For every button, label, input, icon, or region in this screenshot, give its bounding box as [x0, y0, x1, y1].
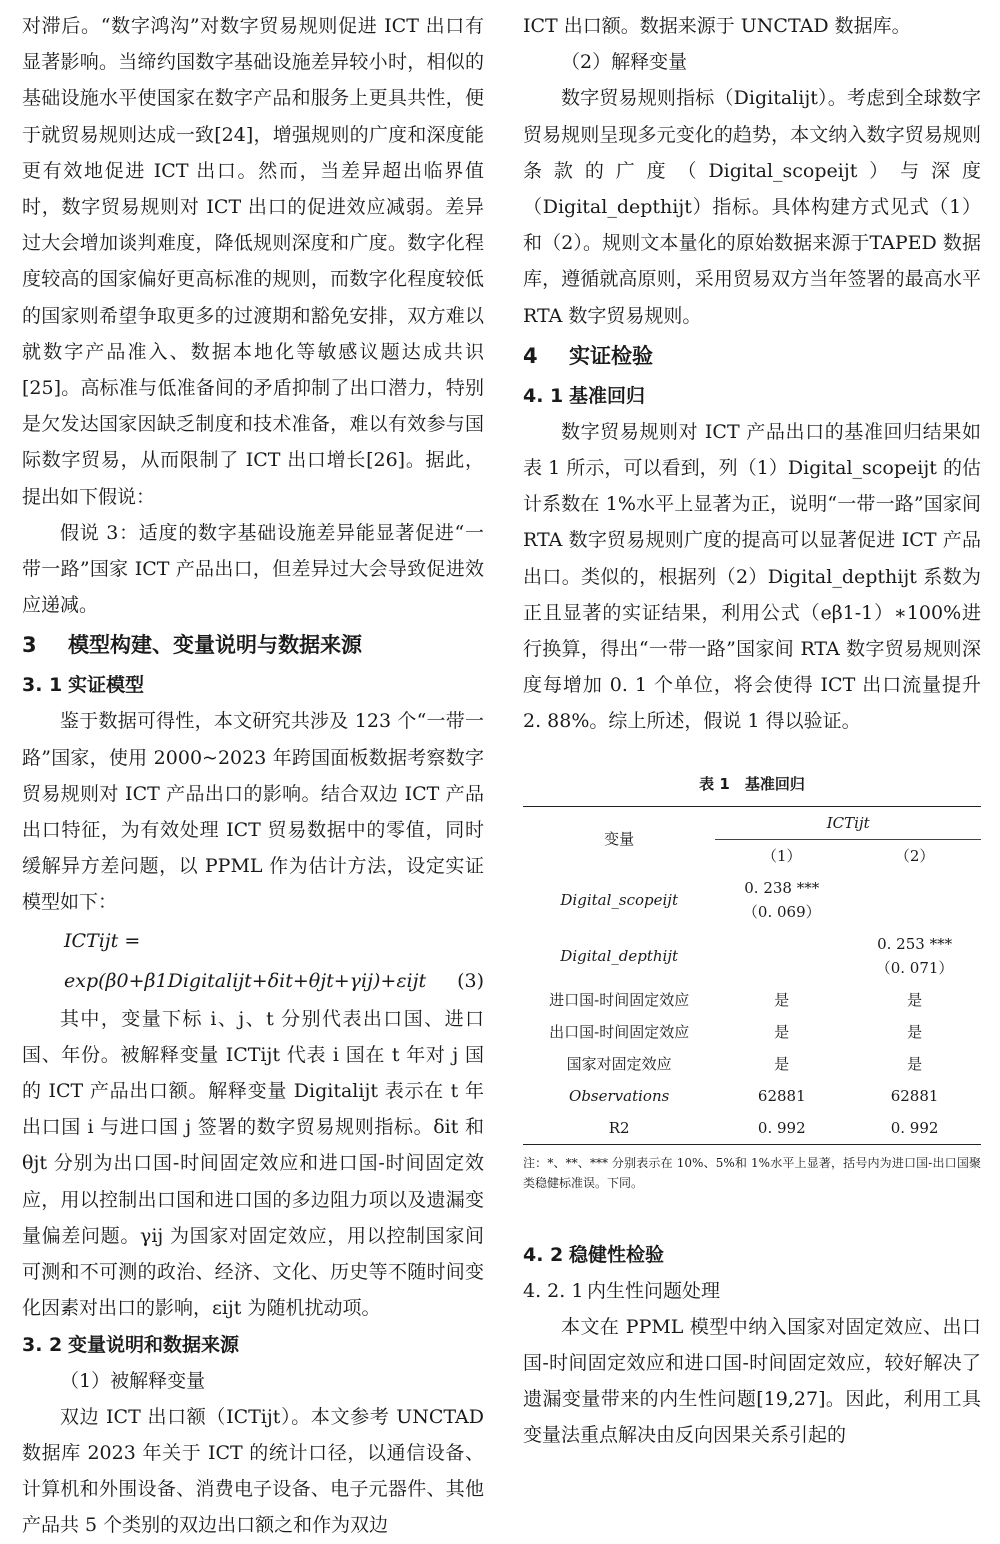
paragraph: 其中，变量下标 i、j、t 分别代表出口国、进口国、年份。被解释变量 ICTijt 代表 i 国在 t 年对 j 国的 ICT 产品出口额。解释变量 Digitalijt 表示在 t 年出口国 i 与进口国 j 签署的数字贸易规则指标。δit 和 θjt 分别为出口国-时间固定效应和进口国-时间固定效应，用以控制出口国和进口国的多边阻力项以及遗漏变量偏差问题。γij 为国家对固定效应，用以控制国家间可测和不可测的政治、经济、文化、历史等不随时间变化因素对出口的影响，εijt 为随机扰动项。 — [22, 1007, 484, 1320]
table-row — [523, 1112, 981, 1145]
hypothesis-3: 假说 3：适度的数字基础设施差异能显著促进“一带一路”国家 ICT 产品出口，但差异过大会导致促进效应递减。 — [22, 521, 484, 617]
table-row — [523, 872, 981, 928]
section-title: 内生性问题处理 — [587, 1279, 721, 1302]
paragraph: 对滞后。“数字鸿沟”对数字贸易规则促进 ICT 出口有显著影响。当缔约国数字基础设施差异较小时，相似的基础设施水平使国家在数字产品和服务上更具共性，便于就贸易规则达成一致[24]，增强规则的广度和深度能更有效地促进 ICT 出口。然而，当差异超出临界值时，数字贸易规则对 ICT 出口的促进效应减弱。差异过大会增加谈判难度，降低规则深度和广度。数字化程度较高的国家偏好更高标准的规则，而数字化程度较低的国家则希望争取更多的过渡期和豁免安排，双方难以就数字产品准入、数据本地化等敏感议题达成共识[25]。高标准与低准备间的矛盾抑制了出口潜力，特别是欠发达国家因缺乏制度和技术准备，难以有效参与国际数字贸易，从而限制了 ICT 出口增长[26]。据此，提出如下假说： — [22, 15, 484, 508]
cell: 是 — [774, 990, 790, 1009]
section-title: 实证检验 — [569, 343, 653, 368]
row-label: R2 — [608, 1118, 630, 1137]
left-column — [22, 8, 484, 1544]
cell — [715, 928, 848, 984]
row-label: 国家对固定效应 — [566, 1054, 672, 1073]
paragraph: 数字贸易规则对 ICT 产品出口的基准回归结果如表 1 所示，可以看到，列（1）Digital_scopeijt 的估计系数在 1%水平上显著为正，说明“一带一路”国家间 RTA 数字贸易规则广度的提高可以显著促进 ICT 产品出口。类似的，根据列（2）Digital_depthijt 系数为正且显著的实证结果，利用公式（eβ1-1）∗100%进行换算，得出“一带一路”国家间 RTA 数字贸易规则深度每增加 0. 1 个单位，将会使得 ICT 出口流量提升 2. 88%。综上所述，假说 1 得以验证。 — [523, 420, 981, 733]
cell: 是 — [907, 1022, 923, 1041]
header-dependent: ICTijt — [715, 806, 981, 839]
section-number: 4. 1 — [523, 384, 564, 407]
row-label: 出口国-时间固定效应 — [549, 1022, 690, 1041]
section-number: 3. 1 — [22, 674, 63, 697]
regression-table — [523, 806, 981, 1145]
section-number: 4. 2. 1 — [523, 1279, 584, 1302]
cell — [848, 872, 981, 928]
paragraph: 双边 ICT 出口额（ICTijt）。本文参考 UNCTAD 数据库 2023 年关于 ICT 的统计口径，以通信设备、计算机和外围设备、消费电子设备、电子元器件、其他产品共 5 个类别的双边出口额之和作为双边 — [22, 1405, 484, 1537]
section-number: 3 — [22, 633, 37, 658]
section-heading-4 — [523, 336, 981, 376]
section-number: 4 — [523, 343, 538, 368]
cell: 是 — [907, 990, 923, 1009]
std-error: （0. 069） — [742, 902, 821, 921]
section-heading-4-2 — [523, 1237, 981, 1273]
cell — [715, 872, 848, 928]
section-title: 模型构建、变量说明与数据来源 — [68, 633, 362, 658]
row-label: 进口国-时间固定效应 — [549, 990, 690, 1009]
section-number: 4. 2 — [523, 1243, 564, 1266]
coef: 0. 253 *** — [877, 934, 953, 953]
cell: 0. 992 — [757, 1118, 806, 1137]
table-row — [523, 928, 981, 984]
section-title: 基准回归 — [569, 384, 646, 407]
section-number: 3. 2 — [22, 1333, 63, 1356]
row-label: Digital_depthijt — [560, 946, 679, 965]
cell — [848, 928, 981, 984]
table-title: 表 1 基准回归 — [699, 774, 805, 793]
cell: 62881 — [890, 1086, 939, 1105]
section-heading-3-2 — [22, 1327, 484, 1363]
table-row — [523, 1080, 981, 1112]
section-title: 实证模型 — [68, 674, 145, 697]
cell: 是 — [774, 1054, 790, 1073]
section-heading-4-1 — [523, 378, 981, 414]
cell: 0. 992 — [890, 1118, 939, 1137]
equation-3 — [22, 921, 484, 1001]
equation-body: ICTijt = exp(β0+β1Digitalijt+δit+θjt+γij)+εijt — [64, 929, 427, 992]
section-heading-3 — [22, 625, 484, 665]
paragraph: 数字贸易规则指标（Digitalijt）。考虑到全球数字贸易规则呈现多元变化的趋势，本文纳入数字贸易规则条款的广度（Digital_scopeijt）与深度（Digital_depthijt）指标。具体构建方式见式（1）和（2）。规则文本量化的原始数据来源于TAPED 数据库，遵循就高原则，采用贸易双方当年签署的最高水平 RTA 数字贸易规则。 — [523, 87, 981, 327]
std-error: （0. 071） — [875, 958, 954, 977]
table-note: 注：*、**、*** 分别表示在 10%、5%和 1%水平上显著，括号内为进口国-出口国聚类稳健标准误。下同。 — [523, 1155, 981, 1190]
row-label: Observations — [569, 1086, 670, 1105]
paragraph: 鉴于数据可得性，本文研究共涉及 123 个“一带一路”国家，使用 2000~2023 年跨国面板数据考察数字贸易规则对 ICT 产品出口的影响。结合双边 ICT 产品出口特征，为有效处理 ICT 贸易数据中的零值，同时缓解异方差问题，以 PPML 作为估计方法，设定实证模型如下： — [22, 710, 484, 914]
subheading: （2）解释变量 — [561, 51, 688, 74]
coef: 0. 238 *** — [744, 878, 820, 897]
paragraph: 本文在 PPML 模型中纳入国家对固定效应、出口国-时间固定效应和进口国-时间固定效应，较好解决了遗漏变量带来的内生性问题[19,27]。因此，利用工具变量法重点解决由反向因果关系引起的 — [523, 1315, 981, 1447]
row-label: Digital_scopeijt — [560, 890, 678, 909]
cell: 是 — [907, 1054, 923, 1073]
table-row — [523, 984, 981, 1016]
table-row — [523, 1016, 981, 1048]
header-variable: 变量 — [604, 830, 635, 849]
section-heading-3-1 — [22, 667, 484, 703]
header-col-1: （1） — [761, 846, 802, 865]
right-column — [523, 8, 981, 1453]
section-heading-4-2-1 — [523, 1273, 981, 1309]
cell: 62881 — [757, 1086, 806, 1105]
section-title: 稳健性检验 — [569, 1243, 665, 1266]
table-1 — [523, 770, 981, 1193]
section-title: 变量说明和数据来源 — [68, 1333, 240, 1356]
cell: 是 — [774, 1022, 790, 1041]
table-row — [523, 1048, 981, 1080]
equation-number: (3) — [457, 969, 484, 992]
paragraph: ICT 出口额。数据来源于 UNCTAD 数据库。 — [523, 15, 911, 37]
header-col-2: （2） — [894, 846, 935, 865]
subheading: （1）被解释变量 — [60, 1369, 206, 1392]
